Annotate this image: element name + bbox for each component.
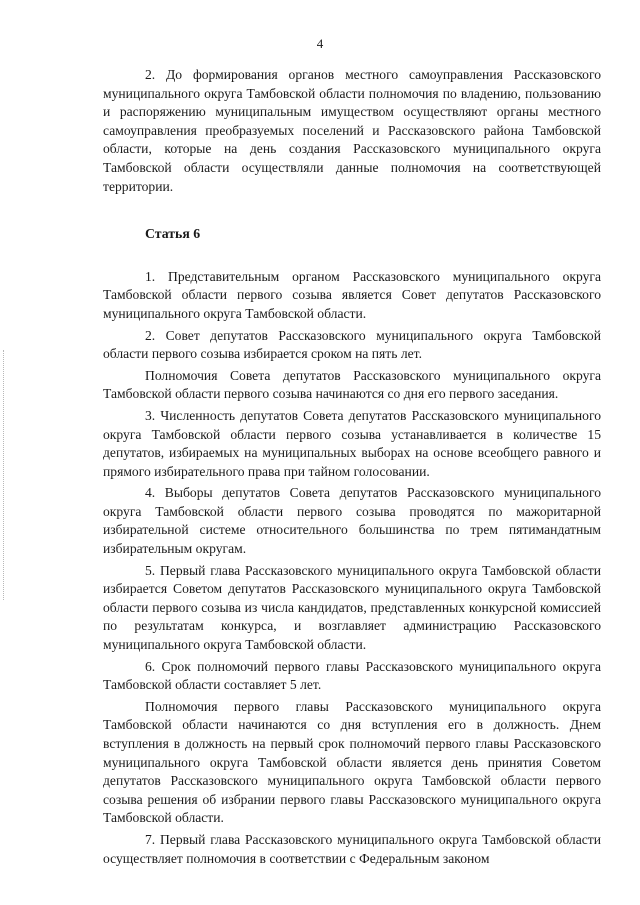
paragraph-head-powers: Полномочия первого главы Рассказовского муниципального округа Тамбовской области начинаются со дня вступления его в должность. Днем вступления в должность на первый срок полномочий первого главы Рассказовского муниципального округа Тамбовской области является день принятия Советом депутатов Рассказовского муниципального округа Тамбовской области первого созыва решения об избрании первого главы Рассказовского муниципального округа Тамбовской области. (103, 698, 601, 826)
paragraph-item5: 5. Первый глава Рассказовского муниципального округа Тамбовской области избирается Советом депутатов Рассказовского муниципального округа Тамбовской области первого созыва из числа кандидатов, представленных конкурсной комиссией по результатам конкурса, и возглавляет администрацию Рассказовского муниципального округа Тамбовской области. (103, 562, 601, 653)
paragraph-item6: 6. Срок полномочий первого главы Рассказовского муниципального округа Тамбовской области составляет 5 лет. (103, 658, 601, 693)
paragraph-item2: 2. Совет депутатов Рассказовского муниципального округа Тамбовской области первого созыва избирается сроком на пять лет. (103, 327, 601, 362)
paragraph-council-powers: Полномочия Совета депутатов Рассказовского муниципального округа Тамбовской области первого созыва начинаются со дня его первого заседания. (103, 367, 601, 402)
margin-mark (3, 350, 5, 600)
paragraph-item7: 7. Первый глава Рассказовского муниципального округа Тамбовской области осуществляет полномочия в соответствии с Федеральным законом (103, 831, 601, 866)
paragraph-article5-item2: 2. До формирования органов местного самоуправления Рассказовского муниципального округа Тамбовской области полномочия по владению, пользованию и распоряжению муниципальным имуществом осуществляют органы местного самоуправления преобразуемых поселений и Рассказовского района Тамбовской области, которые на день создания Рассказовского муниципального округа Тамбовской области осуществляли данные полномочия на соответствующей территории. (103, 67, 601, 194)
page-number: 4 (316, 36, 324, 51)
article-heading: Статья 6 (145, 226, 201, 242)
paragraph-item3: 3. Численность депутатов Совета депутатов Рассказовского муниципального округа Тамбовской области первого созыва устанавливается в количестве 15 депутатов, избираемых на муниципальных выборах на основе всеобщего равного и прямого избирательного права при тайном голосовании. (103, 407, 601, 479)
paragraph-item4: 4. Выборы депутатов Совета депутатов Рассказовского муниципального округа Тамбовской области первого созыва проводятся по мажоритарной избирательной системе относительного большинства по трем пятимандатным избирательным округам. (103, 485, 601, 557)
paragraph-item1: 1. Представительным органом Рассказовского муниципального округа Тамбовской области первого созыва является Совет депутатов Рассказовского муниципального округа Тамбовской области. (103, 268, 601, 321)
document-body (103, 66, 601, 868)
